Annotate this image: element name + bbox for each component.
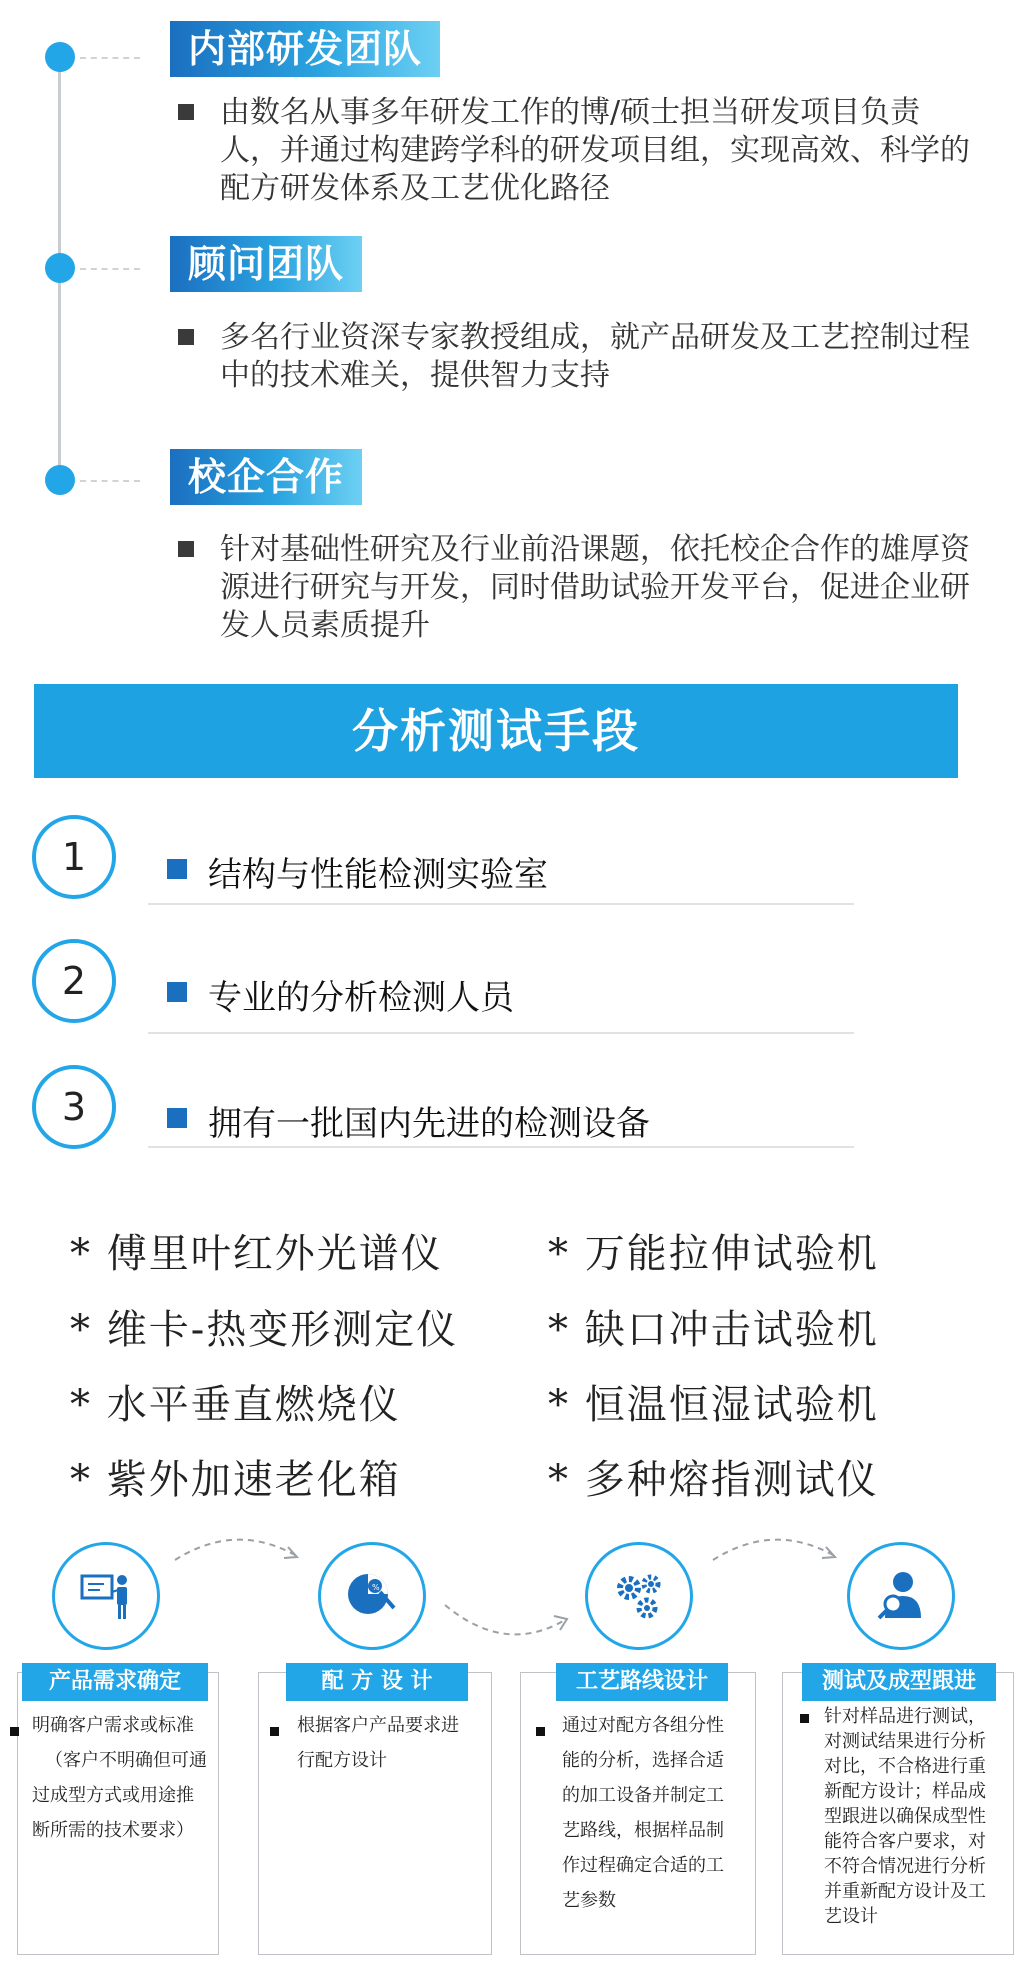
step-title: 工艺路线设计 xyxy=(556,1663,728,1701)
step-text-line: 对比，不合格进行重 xyxy=(824,1756,986,1777)
bullet-square xyxy=(167,1108,187,1128)
bullet-square xyxy=(178,541,194,557)
step-title: 配 方 设 计 xyxy=(286,1663,468,1701)
divider xyxy=(148,903,854,905)
equipment-item: * 傅里叶红外光谱仪 xyxy=(70,1231,443,1277)
flow-arrow xyxy=(708,1530,848,1570)
section-banner: 分析测试手段 xyxy=(34,684,958,778)
equipment-item: * 恒温恒湿试验机 xyxy=(548,1382,879,1428)
svg-text:%: % xyxy=(372,1583,380,1592)
step-title: 产品需求确定 xyxy=(22,1663,208,1701)
step-text-line: 过成型方式或用途推 xyxy=(32,1785,194,1806)
bullet-square xyxy=(10,1727,19,1736)
bullet-square xyxy=(800,1714,809,1723)
section-tag-university-cooperation: 校企合作 xyxy=(170,449,362,505)
user-search-icon xyxy=(871,1566,931,1626)
capability-label: 拥有一批国内先进的检测设备 xyxy=(208,1104,650,1144)
equipment-item: * 水平垂直燃烧仪 xyxy=(70,1382,401,1428)
step-icon-circle xyxy=(318,1542,426,1650)
timeline-connector xyxy=(80,57,140,59)
step-text-line: 根据客户产品要求进 xyxy=(297,1715,459,1736)
timeline-dot xyxy=(45,253,75,283)
step-text-line: 不符合情况进行分析 xyxy=(824,1856,986,1877)
step-text-line: 艺路线，根据样品制 xyxy=(562,1820,724,1841)
step-text-line: 能的分析，选择合适 xyxy=(562,1750,724,1771)
step-text-line: 型跟进以确保成型性 xyxy=(824,1806,986,1827)
capability-label: 专业的分析检测人员 xyxy=(208,978,514,1018)
step-text-line: （客户不明确但可通 xyxy=(45,1750,207,1771)
step-text-line: 针对样品进行测试， xyxy=(824,1706,986,1727)
bullet-square xyxy=(178,329,194,345)
flow-arrow xyxy=(170,1530,310,1570)
section-body: 多名行业资深专家教授组成，就产品研发及工艺控制过程中的技术难关，提供智力支持 xyxy=(220,320,970,393)
number-circle: 3 xyxy=(32,1065,116,1149)
step-text-line: 作过程确定合适的工 xyxy=(562,1855,724,1876)
step-text-line: 能符合客户要求，对 xyxy=(824,1831,986,1852)
section-tag-advisors: 顾问团队 xyxy=(170,236,362,292)
bullet-square xyxy=(270,1727,279,1736)
step-icon-circle xyxy=(585,1542,693,1650)
divider xyxy=(148,1032,854,1034)
step-title: 测试及成型跟进 xyxy=(802,1663,996,1701)
equipment-item: * 多种熔指测试仪 xyxy=(548,1457,879,1503)
step-text-line: 行配方设计 xyxy=(297,1750,387,1771)
timeline-dot xyxy=(45,465,75,495)
step-text-line: 对测试结果进行分析 xyxy=(824,1731,986,1752)
number-circle: 2 xyxy=(32,939,116,1023)
step-icon-circle xyxy=(52,1542,160,1650)
flow-arrow xyxy=(440,1600,580,1645)
divider xyxy=(148,1146,854,1148)
timeline-connector xyxy=(80,268,140,270)
equipment-item: * 缺口冲击试验机 xyxy=(548,1307,879,1353)
equipment-item: * 万能拉伸试验机 xyxy=(548,1231,879,1277)
step-text-line: 断所需的技术要求） xyxy=(32,1820,194,1841)
equipment-item: * 维卡-热变形测定仪 xyxy=(70,1307,459,1353)
capability-label: 结构与性能检测实验室 xyxy=(208,855,548,895)
step-text-line: 明确客户需求或标准 xyxy=(32,1715,194,1736)
number-circle: 1 xyxy=(32,815,116,899)
section-body: 针对基础性研究及行业前沿课题，依托校企合作的雄厚资源进行研究与开发，同时借助试验开发平台，促进企业研发人员素质提升 xyxy=(220,532,970,643)
step-text-line: 新配方设计；样品成 xyxy=(824,1781,986,1802)
bullet-square xyxy=(178,104,194,120)
step-text-line: 通过对配方各组分性 xyxy=(562,1715,724,1736)
section-tag-internal-rd: 内部研发团队 xyxy=(170,21,440,77)
step-text-line: 并重新配方设计及工 xyxy=(824,1881,986,1902)
timeline-connector xyxy=(80,480,140,482)
formula-search-icon xyxy=(342,1566,402,1626)
equipment-item: * 紫外加速老化箱 xyxy=(70,1457,401,1503)
bullet-square xyxy=(167,982,187,1002)
gears-icon xyxy=(609,1566,669,1626)
step-text-line: 艺参数 xyxy=(562,1890,616,1911)
bullet-square xyxy=(536,1727,545,1736)
bullet-square xyxy=(167,859,187,879)
timeline-dot xyxy=(45,42,75,72)
section-body: 由数名从事多年研发工作的博/硕士担当研发项目负责人，并通过构建跨学科的研发项目组，实现高效、科学的配方研发体系及工艺优化路径 xyxy=(220,95,970,206)
step-icon-circle xyxy=(847,1542,955,1650)
step-text-line: 的加工设备并制定工 xyxy=(562,1785,724,1806)
step-text-line: 艺设计 xyxy=(824,1906,878,1927)
presentation-icon xyxy=(76,1566,136,1626)
